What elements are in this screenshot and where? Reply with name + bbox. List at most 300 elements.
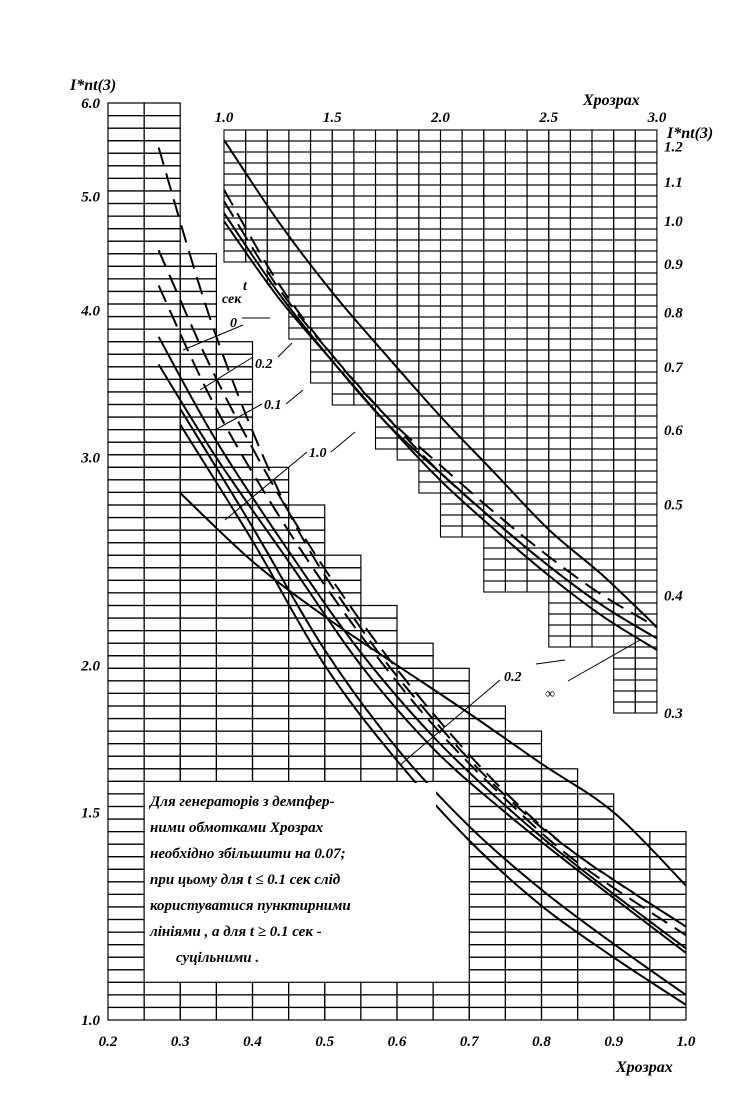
inset-grid-cell xyxy=(592,504,614,515)
inset-y-tick-label: 1.1 xyxy=(664,175,683,192)
inset-grid-cell xyxy=(289,218,311,229)
inset-grid-cell xyxy=(527,416,549,427)
inset-grid-cell xyxy=(635,559,657,570)
inset-grid-cell xyxy=(549,438,571,449)
grid-cell xyxy=(180,681,216,694)
grid-cell xyxy=(108,141,144,154)
inset-grid-cell xyxy=(614,185,636,196)
inset-grid-cell xyxy=(592,636,614,647)
inset-grid-cell xyxy=(354,361,376,372)
grid-cell xyxy=(253,467,289,480)
inset-grid-cell xyxy=(332,273,354,284)
inset-grid-cell xyxy=(376,185,398,196)
label-leader-line xyxy=(331,432,355,452)
inset-grid-cell xyxy=(289,262,311,273)
curve-label-0: 0 xyxy=(230,316,237,331)
inset-grid-cell xyxy=(549,383,571,394)
inset-grid-cell xyxy=(311,163,333,174)
inset-grid-cell xyxy=(311,218,333,229)
inset-grid-cell xyxy=(505,350,527,361)
inset-grid-cell xyxy=(570,163,592,174)
grid-cell xyxy=(578,970,614,983)
inset-grid-cell xyxy=(354,196,376,207)
inset-grid-cell xyxy=(376,196,398,207)
inset-grid-cell xyxy=(311,295,333,306)
grid-cell xyxy=(108,367,144,380)
inset-grid-cell xyxy=(462,295,484,306)
inset-grid-cell xyxy=(462,405,484,416)
inset-grid-cell xyxy=(527,130,549,141)
inset-grid-cell xyxy=(462,394,484,405)
inset-grid-cell xyxy=(484,361,506,372)
inset-grid-cell xyxy=(505,449,527,460)
grid-cell xyxy=(144,266,180,279)
inset-grid-cell xyxy=(570,262,592,273)
inset-grid-cell xyxy=(441,207,463,218)
inset-grid-cell xyxy=(419,174,441,185)
inset-grid-cell xyxy=(484,141,506,152)
inset-grid-cell xyxy=(549,152,571,163)
inset-grid-cell xyxy=(376,130,398,141)
grid-cell xyxy=(144,668,180,681)
inset-grid-cell xyxy=(635,427,657,438)
grid-cell xyxy=(144,467,180,480)
grid-cell xyxy=(216,606,252,619)
inset-grid-cell xyxy=(376,229,398,240)
main-y-tick-label: 1.5 xyxy=(81,805,100,822)
inset-grid-cell xyxy=(311,229,333,240)
inset-grid-cell xyxy=(635,185,657,196)
inset-grid-cell xyxy=(592,152,614,163)
note-line-5: користуватися пунктирними xyxy=(150,898,351,914)
inset-grid-cell xyxy=(570,240,592,251)
inset-grid-cell xyxy=(246,141,268,152)
inset-grid-cell xyxy=(376,251,398,262)
inset-grid-cell xyxy=(614,691,636,702)
grid-cell xyxy=(469,957,505,970)
main-y-axis-title: I*nt(3) xyxy=(70,77,117,94)
grid-cell xyxy=(144,593,180,606)
inset-grid-cell xyxy=(484,416,506,427)
inset-grid-cell xyxy=(570,636,592,647)
inset-grid-cell xyxy=(592,438,614,449)
inset-grid-cell xyxy=(419,372,441,383)
inset-grid-cell xyxy=(614,636,636,647)
grid-cell xyxy=(253,706,289,719)
grid-cell xyxy=(108,467,144,480)
inset-grid-cell xyxy=(527,218,549,229)
label-leader-line xyxy=(568,640,640,681)
inset-grid-cell xyxy=(527,449,549,460)
inset-grid-cell xyxy=(441,317,463,328)
inset-grid-cell xyxy=(332,240,354,251)
inset-grid-cell xyxy=(570,317,592,328)
inset-grid-cell xyxy=(332,284,354,295)
grid-cell xyxy=(108,216,144,229)
inset-grid-cell xyxy=(549,350,571,361)
inset-grid-cell xyxy=(354,141,376,152)
inset-grid-cell xyxy=(419,482,441,493)
grid-cell xyxy=(505,781,541,794)
inset-grid-cell xyxy=(549,207,571,218)
inset-grid-cell xyxy=(549,405,571,416)
inset-grid-cell xyxy=(462,196,484,207)
inset-grid-cell xyxy=(419,416,441,427)
grid-cell xyxy=(108,756,144,769)
inset-grid-cell xyxy=(332,394,354,405)
inset-grid-cell xyxy=(505,460,527,471)
inset-grid-cell xyxy=(484,383,506,394)
inset-grid-cell xyxy=(397,416,419,427)
inset-grid-cell xyxy=(462,471,484,482)
grid-cell xyxy=(144,480,180,493)
inset-grid-cell xyxy=(635,581,657,592)
inset-grid-cell xyxy=(614,416,636,427)
inset-grid-cell xyxy=(527,515,549,526)
inset-grid-cell xyxy=(527,284,549,295)
inset-grid-cell xyxy=(527,482,549,493)
inset-grid-cell xyxy=(549,218,571,229)
main-x-axis-title: Xрозрах xyxy=(616,1059,673,1076)
grid-cell xyxy=(144,405,180,418)
inset-grid-cell xyxy=(505,306,527,317)
grid-cell xyxy=(108,719,144,732)
inset-grid-cell xyxy=(505,185,527,196)
inset-grid-cell xyxy=(635,526,657,537)
grid-cell xyxy=(433,982,469,995)
inset-grid-cell xyxy=(570,449,592,460)
inset-grid-cell xyxy=(549,504,571,515)
grid-cell xyxy=(469,744,505,757)
grid-cell xyxy=(144,568,180,581)
grid-cell xyxy=(180,354,216,367)
inset-grid-cell xyxy=(614,141,636,152)
grid-cell xyxy=(144,304,180,317)
inset-grid-cell xyxy=(462,185,484,196)
inset-grid-cell xyxy=(570,537,592,548)
grid-cell xyxy=(325,731,361,744)
inset-grid-cell xyxy=(635,207,657,218)
inset-grid-cell xyxy=(570,515,592,526)
inset-grid-cell xyxy=(462,262,484,273)
grid-cell xyxy=(253,656,289,669)
inset-grid-cell xyxy=(397,141,419,152)
inset-grid-cell xyxy=(549,482,571,493)
grid-cell xyxy=(108,241,144,254)
inset-grid-cell xyxy=(311,141,333,152)
grid-cell xyxy=(542,982,578,995)
inset-grid-cell xyxy=(592,482,614,493)
inset-grid-cell xyxy=(635,658,657,669)
grid-cell xyxy=(144,606,180,619)
label-leader-line xyxy=(536,660,565,664)
inset-grid-cell xyxy=(614,207,636,218)
inset-grid-cell xyxy=(441,394,463,405)
inset-grid-cell xyxy=(397,240,419,251)
grid-cell xyxy=(144,229,180,242)
inset-grid-cell xyxy=(462,240,484,251)
grid-cell xyxy=(542,807,578,820)
inset-grid-cell xyxy=(441,251,463,262)
inset-grid-cell xyxy=(419,185,441,196)
grid-cell xyxy=(180,266,216,279)
grid-cell xyxy=(108,254,144,267)
inset-grid-cell xyxy=(441,174,463,185)
inset-grid-cell xyxy=(484,207,506,218)
inset-grid-cell xyxy=(397,273,419,284)
inset-grid-cell xyxy=(224,174,246,185)
inset-grid-cell xyxy=(441,361,463,372)
grid-cell xyxy=(469,819,505,832)
inset-grid-cell xyxy=(592,295,614,306)
inset-grid-cell xyxy=(332,152,354,163)
inset-grid-cell xyxy=(570,427,592,438)
grid-cell xyxy=(361,769,397,782)
grid-cell xyxy=(578,819,614,832)
inset-grid-cell xyxy=(635,284,657,295)
grid-cell xyxy=(144,631,180,644)
inset-grid-cell xyxy=(592,526,614,537)
inset-grid-cell xyxy=(484,306,506,317)
inset-grid-cell xyxy=(505,218,527,229)
curve-label-0-1: 0.1 xyxy=(264,398,282,413)
grid-cell xyxy=(108,606,144,619)
inset-grid-cell xyxy=(592,207,614,218)
grid-cell xyxy=(216,618,252,631)
inset-grid-cell xyxy=(592,229,614,240)
inset-grid-cell xyxy=(419,130,441,141)
inset-grid-cell xyxy=(376,273,398,284)
grid-cell xyxy=(397,995,433,1008)
inset-grid-cell xyxy=(635,691,657,702)
inset-grid-cell xyxy=(354,185,376,196)
inset-grid-cell xyxy=(592,460,614,471)
inset-grid-cell xyxy=(549,141,571,152)
inset-grid-cell xyxy=(332,229,354,240)
grid-cell xyxy=(542,920,578,933)
inset-grid-cell xyxy=(592,339,614,350)
inset-grid-cell xyxy=(635,218,657,229)
inset-grid-cell xyxy=(505,416,527,427)
inset-grid-cell xyxy=(419,350,441,361)
inset-grid-cell xyxy=(570,284,592,295)
grid-cell xyxy=(216,1007,252,1020)
inset-grid-cell xyxy=(549,262,571,273)
inset-grid-cell xyxy=(614,284,636,295)
inset-grid-cell xyxy=(614,548,636,559)
grid-cell xyxy=(144,731,180,744)
inset-grid-cell xyxy=(354,273,376,284)
grid-cell xyxy=(144,141,180,154)
inset-grid-cell xyxy=(484,581,506,592)
grid-cell xyxy=(289,643,325,656)
inset-grid-cell xyxy=(397,295,419,306)
inset-grid-cell xyxy=(592,328,614,339)
inset-grid-cell xyxy=(527,174,549,185)
label-leader-line xyxy=(278,343,292,357)
grid-cell xyxy=(289,1007,325,1020)
inset-grid-cell xyxy=(527,240,549,251)
inset-grid-cell xyxy=(484,174,506,185)
grid-cell xyxy=(144,1007,180,1020)
note-line-3: необхідно збільшити на 0.07; xyxy=(150,846,346,862)
grid-cell xyxy=(108,229,144,242)
main-y-tick-label: 4.0 xyxy=(81,303,100,320)
inset-grid-cell xyxy=(397,262,419,273)
inset-grid-cell xyxy=(462,339,484,350)
inset-grid-cell xyxy=(614,328,636,339)
inset-grid-cell xyxy=(592,218,614,229)
inset-grid-cell xyxy=(397,185,419,196)
grid-cell xyxy=(289,769,325,782)
inset-grid-cell xyxy=(484,196,506,207)
inset-grid-cell xyxy=(592,185,614,196)
grid-cell xyxy=(108,505,144,518)
inset-grid-cell xyxy=(397,339,419,350)
grid-cell xyxy=(253,769,289,782)
inset-grid-cell xyxy=(484,559,506,570)
inset-grid-cell xyxy=(376,394,398,405)
inset-grid-cell xyxy=(484,438,506,449)
inset-grid-cell xyxy=(592,251,614,262)
grid-cell xyxy=(108,982,144,995)
grid-cell xyxy=(108,204,144,217)
grid-cell xyxy=(108,794,144,807)
grid-cell xyxy=(578,957,614,970)
inset-grid-cell xyxy=(635,196,657,207)
inset-grid-cell xyxy=(354,262,376,273)
grid-cell xyxy=(433,995,469,1008)
grid-cell xyxy=(108,329,144,342)
grid-cell xyxy=(253,618,289,631)
grid-cell xyxy=(433,706,469,719)
inset-grid-cell xyxy=(484,350,506,361)
inset-grid-cell xyxy=(527,295,549,306)
inset-y-tick-label: 0.6 xyxy=(664,422,683,439)
grid-cell xyxy=(614,982,650,995)
grid-cell xyxy=(433,668,469,681)
inset-y-tick-label: 1.2 xyxy=(664,139,683,156)
inset-grid-cell xyxy=(332,328,354,339)
inset-grid-cell xyxy=(549,284,571,295)
grid-cell xyxy=(108,857,144,870)
inset-grid-cell xyxy=(635,229,657,240)
grid-cell xyxy=(108,304,144,317)
inset-grid-cell xyxy=(397,251,419,262)
grid-cell xyxy=(108,568,144,581)
inset-grid-cell xyxy=(635,174,657,185)
grid-cell xyxy=(216,580,252,593)
grid-cell xyxy=(216,568,252,581)
inset-grid-cell xyxy=(505,361,527,372)
inset-grid-cell xyxy=(462,328,484,339)
grid-cell xyxy=(325,995,361,1008)
inset-grid-cell xyxy=(505,438,527,449)
inset-grid-cell xyxy=(289,295,311,306)
grid-cell xyxy=(108,593,144,606)
inset-grid-cell xyxy=(549,592,571,603)
inset-grid-cell xyxy=(397,328,419,339)
inset-grid-cell xyxy=(570,218,592,229)
grid-cell xyxy=(505,882,541,895)
grid-cell xyxy=(108,819,144,832)
inset-grid-cell xyxy=(592,493,614,504)
inset-grid-cell xyxy=(505,196,527,207)
inset-grid-cell xyxy=(505,229,527,240)
inset-grid-cell xyxy=(397,207,419,218)
inset-grid-cell xyxy=(592,383,614,394)
grid-cell xyxy=(469,907,505,920)
inset-grid-cell xyxy=(332,339,354,350)
grid-cell xyxy=(433,769,469,782)
inset-grid-cell xyxy=(635,394,657,405)
inset-grid-cell xyxy=(311,174,333,185)
inset-grid-cell xyxy=(570,339,592,350)
inset-grid-cell xyxy=(484,493,506,504)
grid-cell xyxy=(469,932,505,945)
inset-grid-cell xyxy=(397,152,419,163)
inset-grid-cell xyxy=(354,306,376,317)
inset-grid-cell xyxy=(527,262,549,273)
grid-cell xyxy=(253,681,289,694)
inset-grid-cell xyxy=(614,570,636,581)
inset-grid-cell xyxy=(570,141,592,152)
inset-grid-cell xyxy=(376,328,398,339)
grid-cell xyxy=(108,166,144,179)
inset-grid-cell xyxy=(592,240,614,251)
inset-grid-cell xyxy=(311,207,333,218)
inset-grid-cell xyxy=(570,438,592,449)
grid-cell xyxy=(253,719,289,732)
inset-grid-cell xyxy=(419,218,441,229)
inset-grid-cell xyxy=(376,372,398,383)
grid-cell xyxy=(144,216,180,229)
inset-grid-cell xyxy=(570,625,592,636)
inset-grid-cell xyxy=(441,383,463,394)
inset-grid-cell xyxy=(484,251,506,262)
grid-cell xyxy=(108,128,144,141)
grid-cell xyxy=(433,693,469,706)
inset-grid-cell xyxy=(267,152,289,163)
inset-grid-cell xyxy=(354,295,376,306)
grid-cell xyxy=(325,982,361,995)
inset-grid-cell xyxy=(267,240,289,251)
grid-cell xyxy=(108,430,144,443)
inset-grid-cell xyxy=(635,438,657,449)
grid-cell xyxy=(144,103,180,116)
inset-grid-cell xyxy=(462,317,484,328)
inset-grid-cell xyxy=(614,504,636,515)
grid-cell xyxy=(108,266,144,279)
inset-grid-cell xyxy=(246,130,268,141)
inset-grid-cell xyxy=(441,515,463,526)
inset-grid-cell xyxy=(354,174,376,185)
inset-grid-cell xyxy=(332,207,354,218)
grid-cell xyxy=(614,970,650,983)
inset-grid-cell xyxy=(570,207,592,218)
inset-grid-cell xyxy=(484,273,506,284)
grid-cell xyxy=(144,455,180,468)
inset-grid-cell xyxy=(614,229,636,240)
grid-cell xyxy=(505,1007,541,1020)
grid-cell xyxy=(469,1007,505,1020)
inset-grid-cell xyxy=(614,405,636,416)
inset-grid-cell xyxy=(635,306,657,317)
grid-cell xyxy=(180,643,216,656)
grid-cell xyxy=(397,1007,433,1020)
inset-grid-cell xyxy=(614,669,636,680)
grid-cell xyxy=(180,580,216,593)
